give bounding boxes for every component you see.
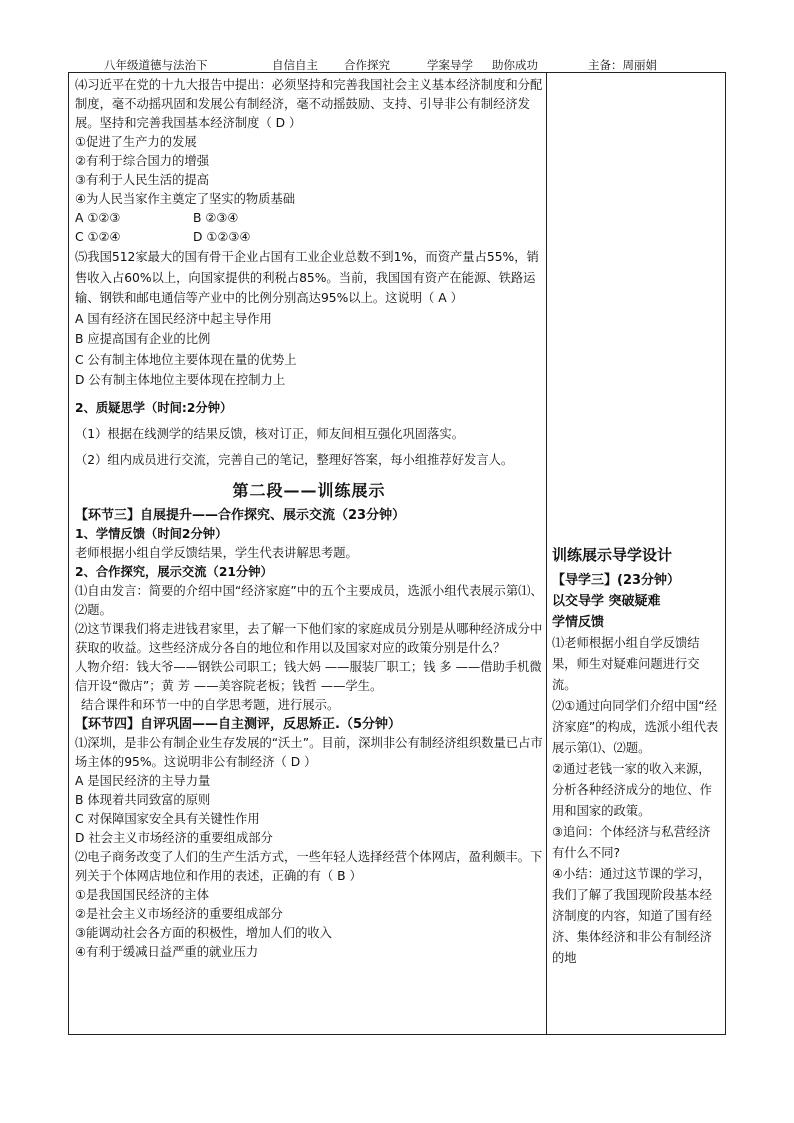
section-2-para: （1）根据在线测学的结果反馈，核对订正，师友间相互强化巩固落实。	[75, 426, 465, 441]
q4-item: ②有利于综合国力的增强	[75, 154, 209, 168]
q5-option: A 国有经济在国民经济中起主导作用	[75, 311, 272, 326]
paragraph: 人物介绍：钱大爷——钢铁公司职工；钱大妈 ——服装厂职工；钱 多 ——借助手机微信开设“微店”；黄 芳 ——美容院老板；钱哲 ——学生。	[75, 659, 542, 693]
header-motto-1: 自信自主	[272, 58, 318, 72]
q5-stem: ⑸我国512家最大的国有骨干企业占国有工业企业总数不到1%，而资产量占55%，销售收入占60%以上，向国家提供的利税占85%。当前，我国国有资产在能源、铁路运输、钢铁和邮电通信等产业中的比例分别高达95%以上。这说明（ A ）	[75, 250, 539, 305]
q4-stem: ⑷习近平在党的十九大报告中提出：必须坚持和完善我国社会主义基本经济制度和分配制度，毫不动摇巩固和发展公有制经济，毫不动摇鼓励、支持、引导非公有制经济发展。坚持和完善我国基本经济制度（ D ）	[75, 78, 543, 130]
header-editor: 主备：周丽娟	[588, 58, 657, 72]
guide-heading: 学情反馈	[552, 615, 605, 630]
test-option: C 对保障国家安全具有关键性作用	[75, 811, 260, 826]
q4-options-row	[75, 209, 543, 228]
guide-paragraph: ③追问：个体经济与私营经济有什么不同?	[552, 825, 711, 860]
q5-option: C 公有制主体地位主要体现在量的优势上	[75, 352, 297, 367]
q4-item: ④为人民当家作主奠定了坚实的物质基础	[75, 192, 296, 206]
q5-option: B 应提高国有企业的比例	[75, 332, 211, 346]
q4-option: B ②③④	[193, 211, 239, 225]
header-course: 八年级道德与法治下	[104, 58, 208, 72]
test-option: B 体现着共同致富的原则	[75, 792, 211, 807]
q5-option: D 公有制主体地位主要体现在控制力上	[75, 373, 286, 387]
page-header	[0, 55, 794, 73]
guide-heading: 以交导学 突破疑难	[552, 594, 661, 609]
guide-paragraph: ④小结：通过这节课的学习，我们了解了我国现阶段基本经济制度的内容，知道了国有经济、集体经济和非公有制经济的地	[552, 867, 712, 965]
test-item: ③能调动社会各方面的积极性，增加人们的收入	[75, 925, 332, 940]
subheading: 2、合作探究，展示交流（21分钟）	[75, 564, 273, 579]
link-4-heading: 【环节四】自评巩固——自主测评，反思矫正.（5分钟）	[75, 716, 401, 732]
header-motto-3: 学案导学	[427, 58, 473, 72]
right-title: 训练展示导学设计	[552, 546, 673, 564]
test-question: ⑵电子商务改变了人们的生产生活方式，一些年轻人选择经营个体网店，盈利颇丰。下列关于个体网店地位和作用的表述，正确的有（ B ）	[75, 849, 543, 883]
column-divider	[546, 73, 547, 1034]
test-item: ④有利于缓减日益严重的就业压力	[75, 944, 259, 959]
header-motto-2: 合作探究	[344, 58, 390, 72]
q4-item: ③有利于人民生活的提高	[75, 173, 209, 187]
header-motto-4: 助你成功	[492, 58, 538, 72]
q4-option: D ①②③④	[193, 230, 251, 244]
link-3-heading: 【环节三】自展提升——合作探究、展示交流（23分钟）	[75, 507, 406, 523]
section-2-heading: 2、质疑思学（时间:2分钟）	[75, 400, 233, 415]
guide-paragraph: ⑵①通过向同学们介绍中国“经济家庭”的构成，选派小组代表展示第⑴、⑵题。	[552, 699, 719, 755]
test-question: ⑴深圳，是非公有制企业生存发展的“沃土”。目前，深圳非公有制经济组织数量已占市场主体的95%。这说明非公有制经济（ D ）	[75, 735, 543, 769]
q4-option: A ①②③	[75, 211, 121, 225]
paragraph: 结合课件和环节一中的自学思考题，进行展示。	[81, 697, 340, 712]
guide-paragraph: ②通过老钱一家的收入来源，分析各种经济成分的地位、作用和国家的政策。	[552, 762, 712, 818]
q4-item: ①促进了生产力的发展	[75, 135, 197, 149]
section-2-para: （2）组内成员进行交流，完善自己的笔记，整理好答案，每小组推荐好发言人。	[75, 452, 514, 467]
q4-options-row	[75, 228, 543, 247]
subheading: 1、学情反馈（时间2分钟）	[75, 526, 228, 541]
lesson-table	[68, 72, 726, 1035]
left-column	[75, 76, 543, 962]
section-title: 第二段——训练展示	[232, 480, 386, 500]
test-item: ①是我国国民经济的主体	[75, 887, 209, 902]
paragraph: ⑵这节课我们将走进钱君家里，去了解一下他们家的家庭成员分别是从哪种经济成分中获取的收益。这些经济成分各自的地位和作用以及国家对应的政策分别是什么？	[75, 621, 543, 655]
q4-option: C ①②④	[75, 230, 121, 244]
test-option: D 社会主义市场经济的重要组成部分	[75, 830, 273, 845]
test-item: ②是社会主义市场经济的重要组成部分	[75, 906, 283, 921]
paragraph: 老师根据小组自学反馈结果，学生代表讲解思考题。	[75, 545, 358, 560]
guide-paragraph: ⑴老师根据小组自学反馈结果，师生对疑难问题进行交流。	[552, 636, 700, 692]
right-column	[552, 545, 720, 969]
paragraph: ⑴自由发言：简要的介绍中国“经济家庭”中的五个主要成员，选派小组代表展示第⑴、⑵题。	[75, 583, 543, 617]
test-option: A 是国民经济的主导力量	[75, 773, 211, 788]
guide-heading: 【导学三】(23分钟）	[552, 573, 681, 588]
